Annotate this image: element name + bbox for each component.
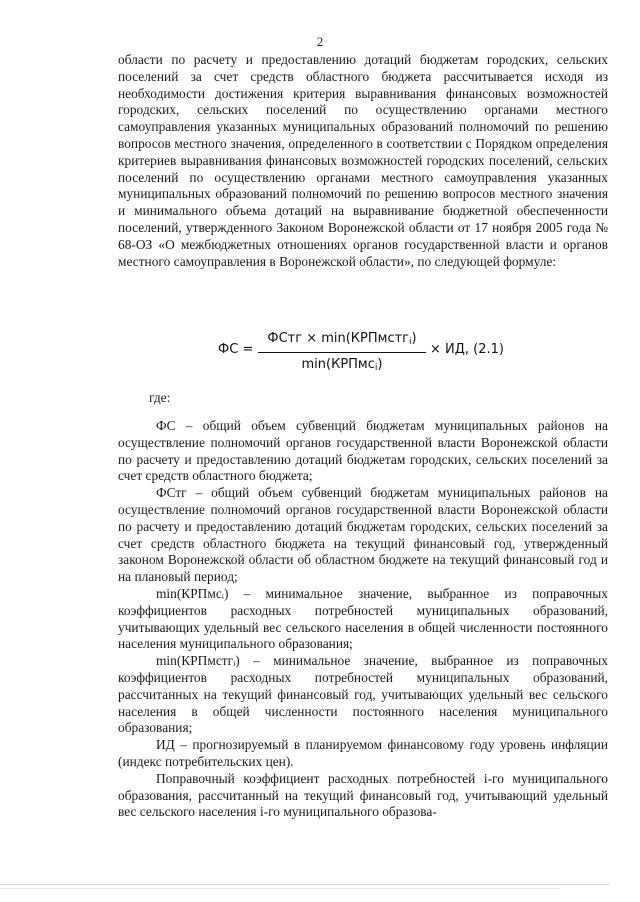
where-label: где:: [149, 390, 171, 405]
formula-lhs: ФС =: [218, 342, 254, 357]
formula-numerator: [258, 330, 426, 351]
page-number: 2: [316, 34, 324, 49]
definition-min-krpms: min(КРПмсᵢ) – минимальное значение, выбранное из поправочных коэффициентов расходных потребностей муниципальных образований, учитывающих удельный вес сельского населения в общей численности постоянного населения муниципального образования;: [118, 585, 608, 652]
scan-edge-line: [0, 884, 610, 885]
definition-min-krpmstg: min(КРПмстгᵢ) – минимальное значение, выбранное из поправочных коэффициентов расходных потребностей муниципальных образований, рассчитанных на текущий финансовый год, учитывающих удельный вес сельского населения в общей численности постоянного населения муниципального образования;: [118, 653, 608, 736]
definitions-block: [118, 418, 608, 821]
formula-denominator-sub: i: [374, 363, 378, 373]
definition-fstg: ФСтг – общий объем субвенций бюджетам муниципальных районов на осуществление полномочий органов государственной власти Воронежской области по расчету и предоставлению дотаций бюджетам городских, сельских поселений за счет средств областного бюджета на текущий финансовый год, утвержденный законом Воронежской области об областном бюджете на текущий финансовый год и на плановый период;: [118, 485, 608, 585]
paragraph-coefficient: Поправочный коэффициент расходных потребностей i-го муниципального образования, рассчитанный на текущий финансовый год, учитывающий удельный вес сельского населения i-го муниципального образова-: [118, 770, 608, 820]
intro-paragraph: области по расчету и предоставлению дотаций бюджетам городских, сельских поселений за счет средств областного бюджета рассчитывается исходя из необходимости достижения критерия выравнивания финансовых возможностей городских, сельских поселений по осуществлению органами местного самоуправления указанных муниципальных образований полномочий по решению вопросов местного значения, определенного в соответствии с Порядком определения критериев выравнивания финансовых возможностей городских поселений, сельских поселений по осуществлению органами местного самоуправления указанных муниципальных образований полномочий по решению вопросов местного значения и минимального объема дотаций на выравнивание бюджетной обеспеченности поселений, утвержденного Законом Воронежской области от 17 ноября 2005 года № 68-ОЗ «О межбюджетных отношениях органов государственной власти и органов местного самоуправления в Воронежской области», по следующей формуле:: [118, 52, 608, 269]
formula-denominator-close: ): [377, 357, 383, 372]
formula-numerator-sub: i: [409, 337, 412, 347]
formula-rhs: × ИД, (2.1): [430, 342, 504, 357]
formula-fraction: [258, 330, 426, 377]
formula-denominator-main: min(КРПмс: [301, 357, 375, 372]
formula-numerator-close: ): [411, 331, 417, 346]
definition-id: ИД – прогнозируемый в планируемом финансовому году уровень инфляции (индекс потребительских цен).: [118, 737, 608, 769]
scan-edge-line: [0, 888, 560, 889]
intro-block: [118, 52, 608, 270]
fraction-bar: [258, 352, 426, 353]
formula-numerator-main: ФСтг × min(КРПмстг: [267, 331, 410, 346]
definition-fs: ФС – общий объем субвенций бюджетам муниципальных районов на осуществление полномочий органов государственной власти Воронежской области по расчету и предоставлению дотаций бюджетам городских, сельских поселений за счет средств областного бюджета;: [118, 418, 608, 484]
formula-2-1: [218, 330, 518, 372]
formula-denominator: [258, 356, 426, 377]
